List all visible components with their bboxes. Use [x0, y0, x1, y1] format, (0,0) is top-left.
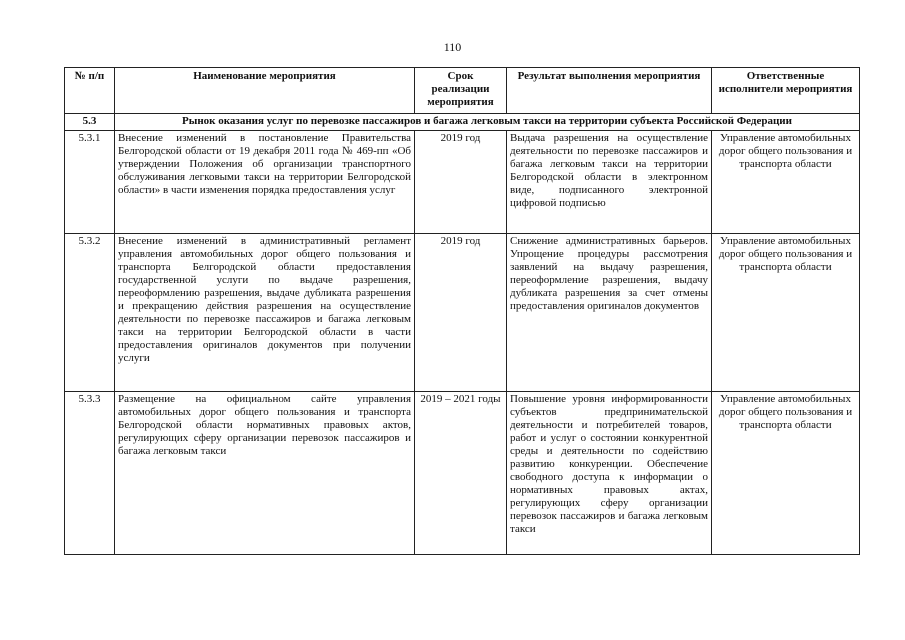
table-header-row — [65, 68, 860, 114]
table-row — [65, 131, 860, 234]
row-number: 5.3.3 — [65, 392, 115, 555]
row-term: 2019 год — [415, 234, 507, 392]
row-responsible: Управление автомобильных дорог общего пользования и транспорта области — [712, 234, 860, 392]
header-measure-name: Наименование мероприятия — [115, 68, 415, 114]
header-term: Срок реализации мероприятия — [415, 68, 507, 114]
section-title: Рынок оказания услуг по перевозке пассажиров и багажа легковым такси на территории субъекта Российской Федерации — [115, 114, 860, 131]
row-term: 2019 год — [415, 131, 507, 234]
section-row — [65, 114, 860, 131]
row-result: Выдача разрешения на осуществление деятельности по перевозке пассажиров и багажа легковым такси на территории Белгородской области в электронном виде, подписанного электронной цифровой подписью — [507, 131, 712, 234]
header-number: № п/п — [65, 68, 115, 114]
table-row — [65, 392, 860, 555]
header-responsible: Ответственные исполнители мероприятия — [712, 68, 860, 114]
row-measure-name: Внесение изменений в административный регламент управления автомобильных дорог общего пользования и транспорта Белгородской области предоставления государственной услуги по выдаче разрешения, переоформлению разрешения, выдаче дубликата разрешения и прекращению действия разрешения на осуществление деятельности по перевозке пассажиров и багажа легковым такси на территории Белгородской области в части предоставления оригиналов документов при получении услуги — [115, 234, 415, 392]
row-responsible: Управление автомобильных дорог общего пользования и транспорта области — [712, 392, 860, 555]
row-result: Повышение уровня информированности субъектов предпринимательской деятельности и потребителей товаров, работ и услуг о состоянии конкурентной среды и деятельности по содействию развитию конкуренции. Обеспечение свободного доступа к информации о нормативных правовых актах, регулирующих сферу организации перевозок пассажиров и багажа легковым такси — [507, 392, 712, 555]
row-measure-name: Размещение на официальном сайте управления автомобильных дорог общего пользования и транспорта Белгородской области нормативных правовых актов, регулирующих сферу организации перевозок пассажиров и багажа легковым такси — [115, 392, 415, 555]
section-number: 5.3 — [65, 114, 115, 131]
header-result: Результат выполнения мероприятия — [507, 68, 712, 114]
table-row — [65, 234, 860, 392]
row-term: 2019 – 2021 годы — [415, 392, 507, 555]
row-result: Снижение административных барьеров. Упрощение процедуры рассмотрения заявлений на выдачу разрешения, переоформление разрешения, выдачу дубликата разрешения за счет отмены предоставления оригиналов документов — [507, 234, 712, 392]
row-responsible: Управление автомобильных дорог общего пользования и транспорта области — [712, 131, 860, 234]
page-number: 110 — [443, 40, 462, 54]
row-number: 5.3.1 — [65, 131, 115, 234]
row-measure-name: Внесение изменений в постановление Правительства Белгородской области от 19 декабря 2011 года № 469-пп «Об утверждении Положения об организации транспортного обслуживания легковыми такси на территории Белгородской области» в части изменения порядка предоставления услуг — [115, 131, 415, 234]
measures-table — [64, 67, 860, 555]
row-number: 5.3.2 — [65, 234, 115, 392]
